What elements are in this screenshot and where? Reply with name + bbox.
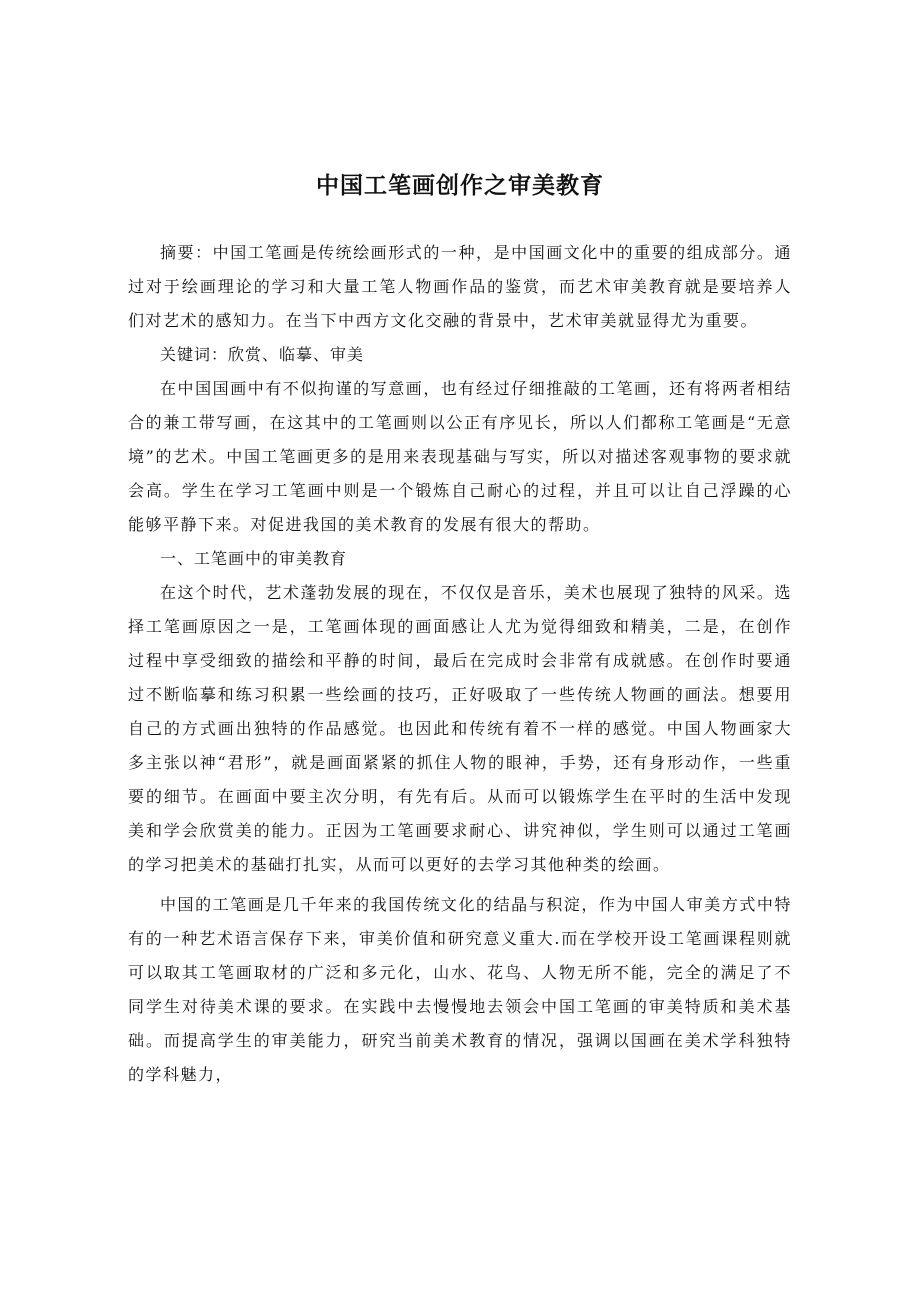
document-body (128, 236, 792, 1092)
document-title: 中国工笔画创作之审美教育 (316, 173, 604, 199)
abstract-paragraph: 摘要：中国工笔画是传统绘画形式的一种，是中国画文化中的重要的组成部分。通过对于绘画理论的学习和大量工笔人物画作品的鉴赏，而艺术审美教育就是要培养人们对艺术的感知力。在当下中西方文化交融的背景中，艺术审美就显得尤为重要。 (128, 243, 792, 330)
section-heading: 一、工笔画中的审美教育 (160, 549, 348, 568)
body-paragraph: 在这个时代，艺术蓬勃发展的现在，不仅仅是音乐，美术也展现了独特的风采。选择工笔画原因之一是，工笔画体现的画面感让人尤为觉得细致和精美，二是，在创作过程中享受细致的描绘和平静的时间，最后在完成时会非常有成就感。在创作时要通过不断临摹和练习积累一些绘画的技巧，正好吸取了一些传统人物画的画法。想要用自己的方式画出独特的作品感觉。也因此和传统有着不一样的感觉。中国人物画家大多主张以神“君形”，就是画面紧紧的抓住人物的眼神，手势，还有身形动作，一些重要的细节。在画面中要主次分明，有先有后。从而可以锻炼学生在平时的生活中发现美和学会欣赏美的能力。正因为工笔画要求耐心、讲究神似，学生则可以通过工笔画的学习把美术的基础打扎实，从而可以更好的去学习其他种类的绘画。 (128, 583, 792, 874)
body-paragraph: 中国的工笔画是几千年来的我国传统文化的结晶与积淀，作为中国人审美方式中特有的一种艺术语言保存下来，审美价值和研究意义重大.而在学校开设工笔画课程则就可以取其工笔画取材的广泛和多元化，山水、花鸟、人物无所不能，完全的满足了不同学生对待美术课的要求。在实践中去慢慢地去领会中国工笔画的审美特质和美术基础。而提高学生的审美能力，研究当前美术教育的情况，强调以国画在美术学科独特的学科魅力， (128, 895, 792, 1084)
keywords-line: 关键词：欣赏、临摹、审美 (160, 345, 365, 364)
body-paragraph: 在中国国画中有不似拘谨的写意画，也有经过仔细推敲的工笔画，还有将两者相结合的兼工带写画，在这其中的工笔画则以公正有序见长，所以人们都称工笔画是“无意境”的艺术。中国工笔画更多的是用来表现基础与写实，所以对描述客观事物的要求就会高。学生在学习工笔画中则是一个锻炼自己耐心的过程，并且可以让自己浮躁的心能够平静下来。对促进我国的美术教育的发展有很大的帮助。 (128, 379, 792, 534)
